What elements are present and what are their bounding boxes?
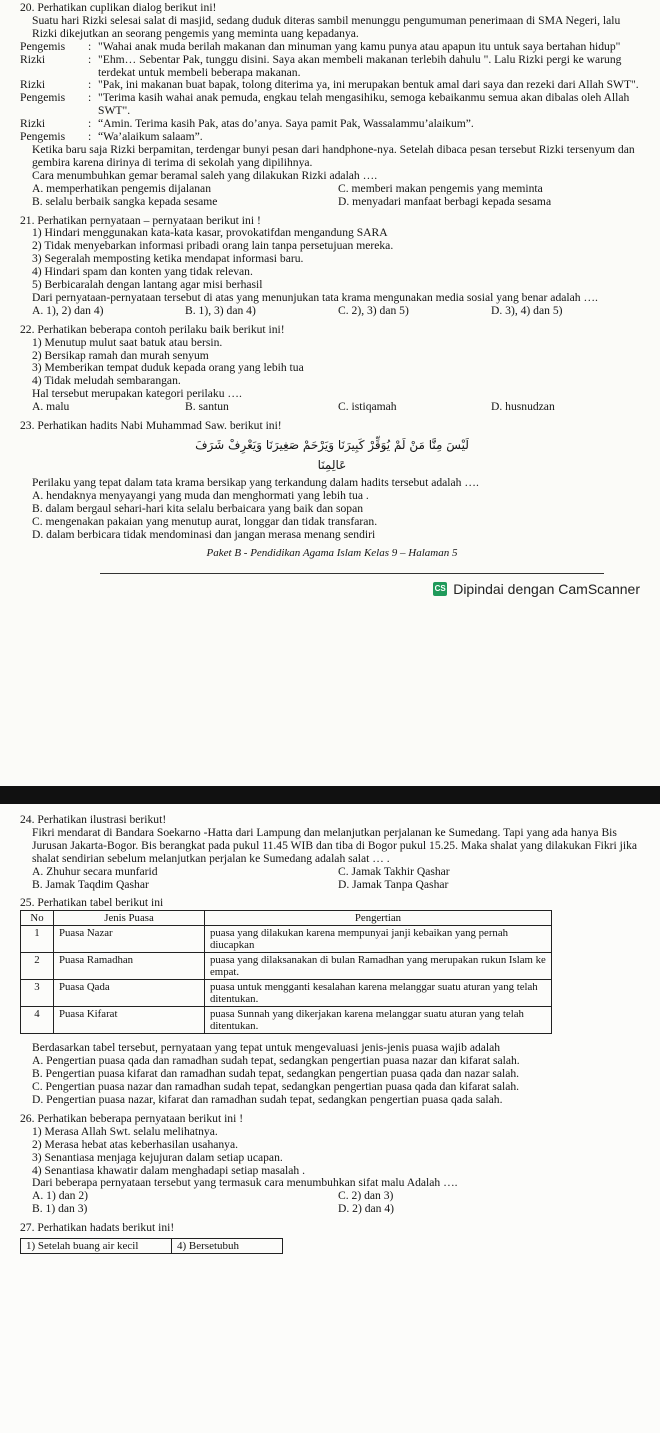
q27-item: 1) Setelah buang air kecil xyxy=(21,1239,172,1253)
q21-item: 5) Berbicaralah dengan lantang agar misi berhasil xyxy=(32,278,263,292)
q24-option-b: B. Jamak Taqdim Qashar xyxy=(32,877,149,891)
q22-title: 22. Perhatikan beberapa contoh perilaku baik berikut ini! xyxy=(20,322,285,336)
q22-item: 1) Menutup mulut saat batuk atau bersin. xyxy=(32,335,223,349)
q22-item: 3) Memberikan tempat duduk kepada orang yang lebih tua xyxy=(32,361,304,375)
table-row: 2 Puasa Ramadhan puasa yang dilaksanakan di bulan Ramadhan yang merupakan rukun Islam ke empat. xyxy=(21,953,552,980)
q26-item: 4) Senantiasa khawatir dalam menghadapi setiap masalah . xyxy=(32,1163,306,1177)
q23-title: 23. Perhatikan hadits Nabi Muhammad Saw. berikut ini! xyxy=(20,419,282,433)
q24-option-d: D. Jamak Tanpa Qashar xyxy=(338,877,449,891)
q27-table xyxy=(20,1238,283,1254)
q26-item: 2) Merasa hebat atas keberhasilan usahanya. xyxy=(32,1137,239,1151)
q27-title: 27. Perhatikan hadats berikut ini! xyxy=(20,1221,175,1235)
q24-options-row xyxy=(20,866,644,879)
table-header xyxy=(21,911,552,926)
table-row: 3 Puasa Qada puasa untuk mengganti kesalahan karena melanggar suatu aturan yang telah ditentukan. xyxy=(21,980,552,1007)
q23-option: A. hendaknya menyayangi yang muda dan menghormati yang lebih tua . xyxy=(32,488,369,502)
q20-options-row xyxy=(20,196,644,209)
q20-options-row xyxy=(20,183,644,196)
camscanner-watermark xyxy=(20,582,644,596)
q24-options-row xyxy=(20,879,644,892)
q20-question: Cara menumbuhkan gemar beramal saleh yang dilakukan Rizki adalah …. xyxy=(32,168,378,182)
dialog-line: Pengemis : “Wa’alaikum salaam”. xyxy=(20,130,203,144)
q26-question: Dari beberapa pernyataan tersebut yang termasuk cara menumbuhkan sifat malu Adalah …. xyxy=(32,1176,458,1190)
q24-text: Fikri mendarat di Bandara Soekarno -Hatta dari Lampung dan melanjutkan perjalanan ke Sumedang. Tapi yang ada hanya Bis Jurusan Jakarta-Bogor. Bis berangkat pada pukul 11.45 WIB dan tiba di Bogor pukul 15.25. Maka shalat yang dilakukan Fikri jika shalat sendirian sebelum melanjutkan perjalan ke Sumedang adalah salat … . xyxy=(32,825,638,865)
hadith-arabic-line-2: عَالِمِنَا xyxy=(317,458,347,472)
q21-item: 4) Hindari spam dan konten yang tidak relevan. xyxy=(32,265,253,279)
q21-title: 21. Perhatikan pernyataan – pernyataan berikut ini ! xyxy=(20,213,261,227)
q22-item: 2) Bersikap ramah dan murah senyum xyxy=(32,348,209,362)
q26-item: 1) Merasa Allah Swt. selalu melihatnya. xyxy=(32,1124,218,1138)
q25-title: 25. Perhatikan tabel berikut ini xyxy=(20,896,164,910)
q25-option: A. Pengertian puasa qada dan ramadhan sudah tepat, sedangkan pengertian puasa nazar dan kifarat salah. xyxy=(32,1054,520,1068)
q21-item: 2) Tidak menyebarkan informasi pribadi orang lain tanpa persetujuan mereka. xyxy=(32,239,394,253)
q22-option: D. husnudzan xyxy=(491,400,555,414)
q20-title: 20. Perhatikan cuplikan dialog berikut ini! xyxy=(20,1,217,14)
q25-question: Berdasarkan tabel tersebut, pernyataan yang tepat untuk mengevaluasi jenis-jenis puasa wajib adalah xyxy=(32,1041,501,1055)
q26-option-c: C. 2) dan 3) xyxy=(338,1189,394,1203)
dialog-line: Rizki : "Pak, ini makanan buat bapak, tolong diterima ya, ini merupakan bentuk amal dari saya dan rezeki dari Allah SWT". xyxy=(20,78,639,92)
dialog-line: Rizki : "Ehm… Sebentar Pak, tunggu disini. Saya akan membeli makanan terlebih dahulu ". Lalu Rizki pergi ke warung terdekat untuk membeli beberapa makanan. xyxy=(20,52,622,79)
q22-option: A. malu xyxy=(32,400,70,414)
q20-option-a: A. memperhatikan pengemis dijalanan xyxy=(32,181,212,195)
q27-item: 4) Bersetubuh xyxy=(177,1240,240,1253)
q24-option-a: A. Zhuhur secara munfarid xyxy=(32,864,158,878)
q26-option-d: D. 2) dan 4) xyxy=(338,1202,395,1216)
q25-option: B. Pengertian puasa kifarat dan ramadhan sudah tepat, sedangkan pengertian puasa qada dan nazar salah. xyxy=(32,1067,520,1081)
table-row: 4 Puasa Kifarat puasa Sunnah yang dikerjakan karena melanggar suatu aturan yang telah ditentukan. xyxy=(21,1007,552,1034)
q26-options-row xyxy=(20,1203,644,1216)
hadith-arabic-line-1: لَيْسَ مِنَّا مَنْ لَمْ يُوَقِّرْ كَبِيرَنَا وَيَرْحَمْ صَغِيرَنَا وَيَعْرِفْ شَرَفَ xyxy=(195,438,469,452)
dialog-line: Pengemis : "Terima kasih wahai anak pemuda, engkau telah mengasihiku, semoga kebaikanmu semua akan dibalas oleh Allah SWT". xyxy=(20,91,630,118)
q22-options xyxy=(20,401,644,414)
q26-title: 26. Perhatikan beberapa pernyataan berikut ini ! xyxy=(20,1111,244,1125)
dialog-line: Pengemis : "Wahai anak muda berilah makanan dan minuman yang kamu punya atau apapun itu untuk saya bertahan hidup" xyxy=(20,39,621,53)
q20-option-d: D. menyadari manfaat berbagi kepada sesama xyxy=(338,194,552,208)
q21-item: 1) Hindari menggunakan kata-kata kasar, provokatifdan mengandung SARA xyxy=(32,226,388,240)
q21-options xyxy=(20,305,644,318)
q21-option: A. 1), 2) dan 4) xyxy=(32,303,104,317)
dialog-line: Rizki : “Amin. Terima kasih Pak, atas do’anya. Saya pamit Pak, Wassalammu’alaikum”. xyxy=(20,117,474,131)
q23-question: Perilaku yang tepat dalam tata krama bersikap yang terkandung dalam hadits tersebut adalah …. xyxy=(32,476,479,489)
q20-option-b: B. selalu berbaik sangka kepada sesame xyxy=(32,194,218,208)
q22-item: 4) Tidak meludah sembarangan. xyxy=(32,374,181,388)
q20-option-c: C. memberi makan pengemis yang meminta xyxy=(338,181,543,195)
col-header: Jenis Puasa xyxy=(54,911,205,926)
camscanner-label: Dipindai dengan CamScanner xyxy=(453,580,640,597)
q20-intro: Suatu hari Rizki selesai salat di masjid, sedang duduk diteras sambil menunggu pengumuman penerimaan di SMA Negeri, lalu Rizki dikejutkan an seorang pengemis yang meminta uang kepadanya. xyxy=(32,13,621,40)
q21-option: D. 3), 4) dan 5) xyxy=(491,303,563,317)
page-gap xyxy=(0,786,660,804)
camscanner-logo-icon: CS xyxy=(433,582,447,596)
q26-option-b: B. 1) dan 3) xyxy=(32,1202,88,1216)
q22-option: B. santun xyxy=(185,400,229,414)
q26-item: 3) Senantiasa menjaga kejujuran dalam setiap ucapan. xyxy=(32,1150,283,1164)
page-bottom-scan xyxy=(0,804,660,1433)
q21-item: 3) Segeralah memposting ketika mendapat informasi baru. xyxy=(32,252,304,266)
q21-option: B. 1), 3) dan 4) xyxy=(185,303,256,317)
q26-option-a: A. 1) dan 2) xyxy=(32,1189,89,1203)
divider xyxy=(100,573,604,574)
q23-option: B. dalam bergaul sehari-hari kita selalu berbaicara yang baik dan sopan xyxy=(32,501,364,515)
q21-question: Dari pernyataan-pernyataan tersebut di atas yang menunjukan tata krama mengunakan media sosial yang benar adalah …. xyxy=(32,290,598,304)
q20-narration: Ketika baru saja Rizki berpamitan, terdengar bunyi pesan dari handphone-nya. Setelah dibaca pesan tersebut Rizki tersenyum dan gembira karena dirinya di terima di sekolah yang dipilihnya. xyxy=(32,142,635,169)
puasa-table xyxy=(20,910,552,1034)
q22-question: Hal tersebut merupakan kategori perilaku …. xyxy=(32,387,242,401)
q24-title: 24. Perhatikan ilustrasi berikut! xyxy=(20,813,167,826)
q23-option: D. dalam berbicara tidak mendominasi dan jangan merasa menang sendiri xyxy=(32,527,376,541)
q21-option: C. 2), 3) dan 5) xyxy=(338,303,409,317)
col-header: No xyxy=(21,911,54,926)
q25-option: D. Pengertian puasa nazar, kifarat dan ramadhan sudah tepat, sedangkan pengertian puasa qada salah. xyxy=(32,1092,503,1106)
q22-option: C. istiqamah xyxy=(338,400,397,414)
col-header: Pengertian xyxy=(205,911,552,926)
q24-option-c: C. Jamak Takhir Qashar xyxy=(338,864,450,878)
table-row: 1 Puasa Nazar puasa yang dilakukan karena mempunyai janji kebaikan yang pernah diucapkan xyxy=(21,926,552,953)
q25-option: C. Pengertian puasa nazar dan ramadhan sudah tepat, sedangkan pengertian puasa qada dan kifarat salah. xyxy=(32,1080,520,1094)
page-footer: Paket B - Pendidikan Agama Islam Kelas 9 – Halaman 5 xyxy=(206,546,458,559)
q26-options-row xyxy=(20,1190,644,1203)
q23-option: C. mengenakan pakaian yang menutup aurat, longgar dan tidak transfaran. xyxy=(32,514,378,528)
